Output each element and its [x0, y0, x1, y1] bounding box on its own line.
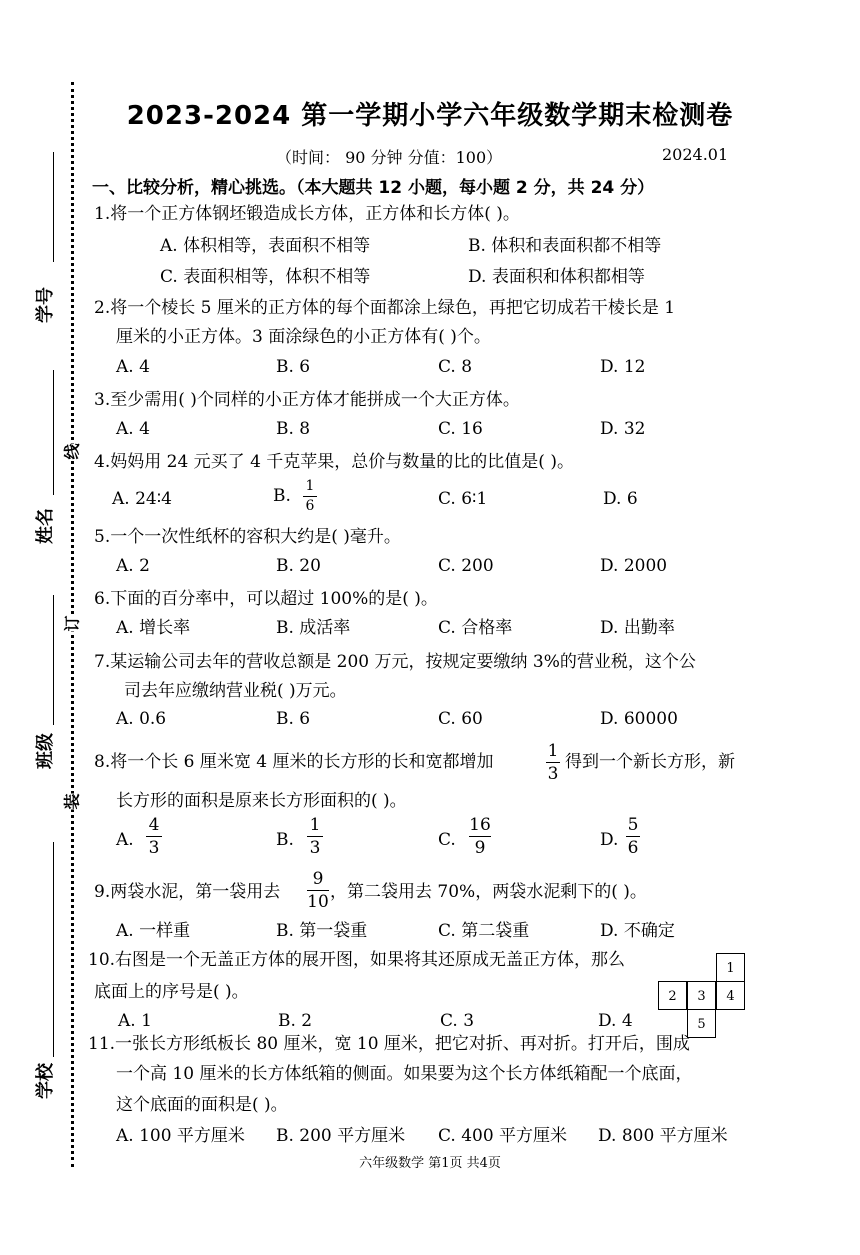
class-label: 班级 [35, 733, 56, 769]
q8-denominator: 3 [547, 764, 559, 784]
q4-option-b-fraction [303, 478, 317, 515]
q8-option-a[interactable]: A. [116, 830, 134, 850]
q9-fraction [307, 869, 329, 912]
question-7-line-2: 司去年应缴纳营业税( )万元。 [124, 681, 347, 701]
q2-option-b[interactable]: B. 6 [276, 357, 311, 377]
q11-option-a[interactable]: A. 100 平方厘米 [116, 1126, 245, 1146]
q10-option-a[interactable]: A. 1 [118, 1011, 152, 1031]
q7-option-d[interactable]: D. 60000 [600, 709, 678, 729]
q1-option-b[interactable]: B. 体积和表面积都不相等 [468, 236, 662, 256]
q3-option-a[interactable]: A. 4 [116, 419, 150, 439]
q10-option-b[interactable]: B. 2 [278, 1011, 313, 1031]
class-line [53, 595, 54, 725]
q7-option-a[interactable]: A. 0.6 [116, 709, 167, 729]
q8-b-fraction [307, 815, 323, 858]
question-11-line-1: 11.一张长方形纸板长 80 厘米，宽 10 厘米，把它对折、再对折。打开后，围成 [88, 1034, 690, 1054]
q11-option-b[interactable]: B. 200 平方厘米 [276, 1126, 406, 1146]
q6-option-d[interactable]: D. 出勤率 [600, 618, 675, 638]
q8-option-b[interactable]: B. [276, 830, 294, 850]
q4-option-d[interactable]: D. 6 [603, 489, 638, 509]
q11-option-c[interactable]: C. 400 平方厘米 [438, 1126, 568, 1146]
page-title: 2023-2024 第一学期小学六年级数学期末检测卷 [126, 101, 734, 131]
question-11-line-2: 一个高 10 厘米的长方体纸箱的侧面。如果要为这个长方体纸箱配一个底面， [116, 1064, 693, 1084]
question-8-line-2: 长方形的面积是原来长方形面积的( )。 [116, 791, 407, 811]
q10-option-c[interactable]: C. 3 [440, 1011, 475, 1031]
net-cell-5: 5 [687, 1009, 716, 1038]
q8-d-numerator: 5 [627, 815, 639, 835]
q11-option-d[interactable]: D. 800 平方厘米 [598, 1126, 728, 1146]
q8-c-numerator: 16 [469, 815, 491, 835]
q8-c-denominator: 9 [474, 838, 486, 858]
q4-b-numerator: 1 [305, 478, 315, 494]
q5-option-d[interactable]: D. 2000 [600, 556, 668, 576]
q9-denominator: 10 [307, 892, 329, 912]
binding-word-staple: 订 [60, 615, 83, 631]
q5-option-a[interactable]: A. 2 [116, 556, 150, 576]
q10-option-d[interactable]: D. 4 [598, 1011, 633, 1031]
q2-option-d[interactable]: D. 12 [600, 357, 646, 377]
school-line [53, 842, 54, 1057]
q3-option-d[interactable]: D. 32 [600, 419, 646, 439]
binding-word-bind: 装 [60, 793, 83, 809]
question-9-part-b: ，第二袋用去 70%，两袋水泥剩下的( )。 [330, 882, 647, 902]
question-4: 4.妈妈用 24 元买了 4 千克苹果，总价与数量的比的比值是( )。 [94, 452, 574, 472]
time-score-info: （时间： 90 分钟 分值：100） [276, 148, 503, 167]
q9-option-d[interactable]: D. 不确定 [600, 921, 675, 941]
q9-option-b[interactable]: B. 第一袋重 [276, 921, 368, 941]
q8-numerator: 1 [547, 741, 559, 761]
q8-a-denominator: 3 [148, 838, 160, 858]
q8-a-fraction [146, 815, 162, 858]
q1-option-c[interactable]: C. 表面积相等，体积不相等 [160, 267, 371, 287]
binding-word-line: 线 [60, 443, 83, 459]
q6-option-b[interactable]: B. 成活率 [276, 618, 351, 638]
question-8-line-1a: 8.将一个长 6 厘米宽 4 厘米的长方形的长和宽都增加 [94, 752, 494, 772]
q4-option-b[interactable]: B. [273, 486, 291, 506]
question-2-line-2: 厘米的小正方体。3 面涂绿色的小正方体有( )个。 [116, 327, 491, 347]
q7-option-c[interactable]: C. 60 [438, 709, 483, 729]
section-heading: 一、比较分析，精心挑选。（本大题共 12 小题，每小题 2 分，共 24 分） [92, 178, 655, 198]
q8-option-c[interactable]: C. [438, 830, 456, 850]
net-cell-3: 3 [687, 981, 716, 1010]
q1-option-d[interactable]: D. 表面积和体积都相等 [468, 267, 645, 287]
question-7-line-1: 7.某运输公司去年的营收总额是 200 万元，按规定要缴纳 3%的营业税，这个公 [94, 652, 696, 672]
q5-option-b[interactable]: B. 20 [276, 556, 321, 576]
question-11-line-3: 这个底面的面积是( )。 [116, 1095, 288, 1115]
q4-option-c[interactable]: C. 6∶1 [438, 489, 488, 509]
question-10-line-1: 10.右图是一个无盖正方体的展开图，如果将其还原成无盖正方体，那么 [88, 950, 626, 970]
q1-option-a[interactable]: A. 体积相等，表面积不相等 [160, 236, 371, 256]
q8-option-d[interactable]: D. [600, 830, 619, 850]
q9-numerator: 9 [312, 869, 324, 889]
q2-option-c[interactable]: C. 8 [438, 357, 473, 377]
student-no-line [53, 152, 54, 262]
q3-option-c[interactable]: C. 16 [438, 419, 483, 439]
name-label: 姓名 [35, 508, 56, 544]
page-footer: 六年级数学 第1页 共4页 [359, 1156, 501, 1171]
exam-date: 2024.01 [662, 145, 729, 164]
question-9-part-a: 9.两袋水泥，第一袋用去 [94, 882, 281, 902]
q8-b-denominator: 3 [309, 838, 321, 858]
question-6: 6.下面的百分率中，可以超过 100%的是( )。 [94, 589, 438, 609]
question-8-line-1b: 得到一个新长方形，新 [565, 752, 735, 772]
q9-option-a[interactable]: A. 一样重 [116, 921, 191, 941]
question-5: 5.一个一次性纸杯的容积大约是( )毫升。 [94, 527, 401, 547]
q4-b-denominator: 6 [305, 498, 315, 514]
q8-b-numerator: 1 [309, 815, 321, 835]
q9-option-c[interactable]: C. 第二袋重 [438, 921, 530, 941]
q8-d-fraction [626, 815, 640, 858]
question-3: 3.至少需用( )个同样的小正方体才能拼成一个大正方体。 [94, 390, 520, 410]
q6-option-a[interactable]: A. 增长率 [116, 618, 191, 638]
q8-fraction [546, 741, 560, 784]
q7-option-b[interactable]: B. 6 [276, 709, 311, 729]
net-cell-4: 4 [716, 981, 745, 1010]
net-cell-2: 2 [658, 981, 687, 1010]
q2-option-a[interactable]: A. 4 [116, 357, 150, 377]
q4-option-a[interactable]: A. 24∶4 [112, 489, 172, 509]
name-line [53, 370, 54, 495]
q3-option-b[interactable]: B. 8 [276, 419, 311, 439]
net-cell-1: 1 [716, 953, 745, 982]
q5-option-c[interactable]: C. 200 [438, 556, 494, 576]
q8-c-fraction [469, 815, 491, 858]
question-10-line-2: 底面上的序号是( )。 [94, 982, 249, 1002]
school-label: 学校 [35, 1063, 56, 1099]
question-2-line-1: 2.将一个棱长 5 厘米的正方体的每个面都涂上绿色，再把它切成若干棱长是 1 [94, 298, 676, 318]
q8-d-denominator: 6 [627, 838, 639, 858]
q8-a-numerator: 4 [148, 815, 160, 835]
question-1: 1.将一个正方体钢坯锻造成长方体，正方体和长方体( )。 [94, 204, 520, 224]
q6-option-c[interactable]: C. 合格率 [438, 618, 513, 638]
student-no-label: 学号 [35, 287, 56, 323]
